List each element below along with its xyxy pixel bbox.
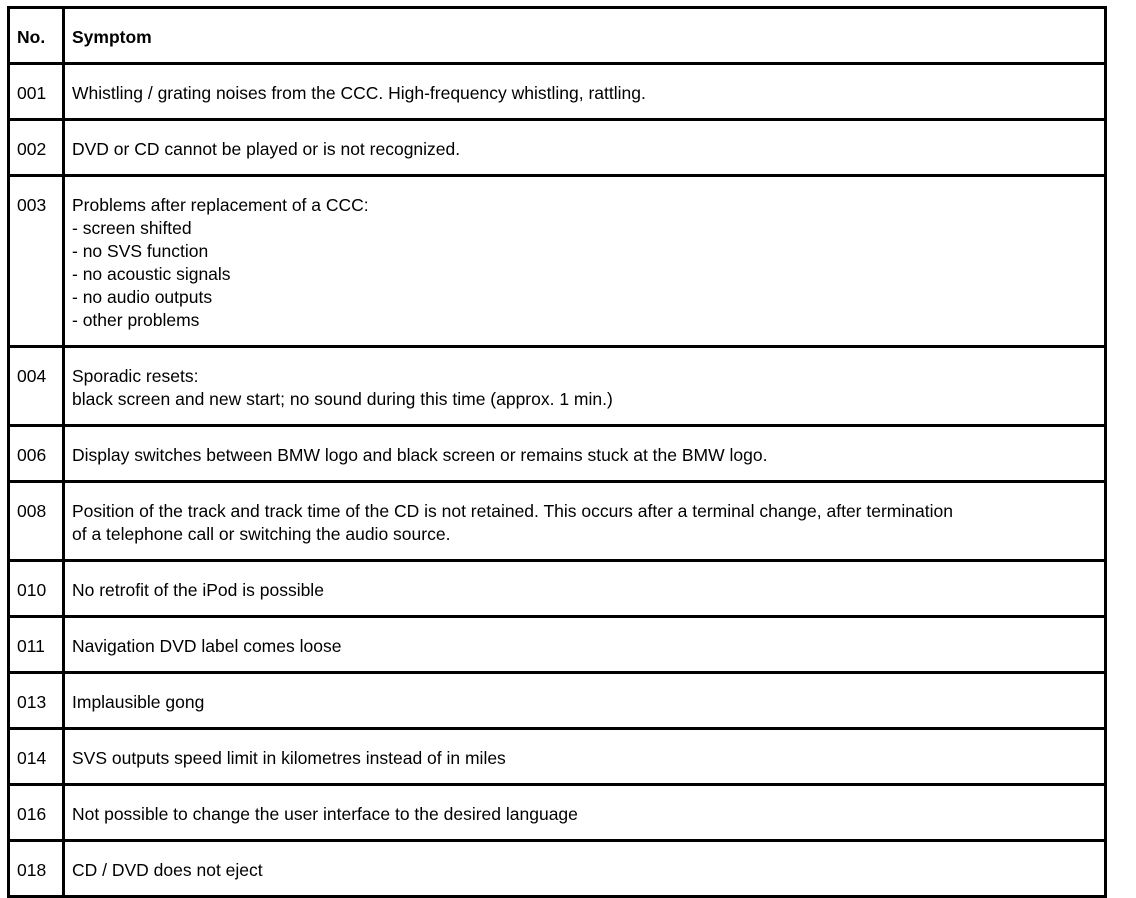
row-number: 010 (9, 561, 64, 617)
symptom-line: - screen shifted (72, 218, 192, 238)
row-symptom (64, 561, 1106, 617)
symptom-line: of a telephone call or switching the audio source. (72, 524, 451, 544)
symptom-line: SVS outputs speed limit in kilometres instead of in miles (72, 748, 506, 768)
header-no: No. (9, 8, 64, 64)
header-symptom: Symptom (64, 8, 1106, 64)
table-row (9, 785, 1106, 841)
row-number: 003 (9, 176, 64, 347)
row-number: 016 (9, 785, 64, 841)
symptom-line: CD / DVD does not eject (72, 860, 263, 880)
row-number: 013 (9, 673, 64, 729)
row-symptom (64, 347, 1106, 426)
symptom-line: Navigation DVD label comes loose (72, 636, 342, 656)
row-symptom (64, 617, 1106, 673)
table-row (9, 120, 1106, 176)
row-symptom (64, 120, 1106, 176)
table-row (9, 729, 1106, 785)
row-number: 008 (9, 482, 64, 561)
row-number: 006 (9, 426, 64, 482)
row-symptom (64, 729, 1106, 785)
table-row (9, 482, 1106, 561)
symptom-line: black screen and new start; no sound during this time (approx. 1 min.) (72, 389, 613, 409)
row-number: 018 (9, 841, 64, 897)
symptom-line: - no SVS function (72, 241, 209, 261)
symptom-line: - other problems (72, 310, 200, 330)
row-symptom (64, 64, 1106, 120)
symptom-table (7, 6, 1107, 898)
table-row (9, 176, 1106, 347)
symptom-line: - no audio outputs (72, 287, 213, 307)
row-number: 014 (9, 729, 64, 785)
table-row (9, 561, 1106, 617)
symptom-line: No retrofit of the iPod is possible (72, 580, 324, 600)
row-number: 001 (9, 64, 64, 120)
table-row (9, 841, 1106, 897)
table-row (9, 64, 1106, 120)
symptom-line: Not possible to change the user interface to the desired language (72, 804, 578, 824)
symptom-line: Implausible gong (72, 692, 205, 712)
row-symptom (64, 176, 1106, 347)
row-symptom (64, 426, 1106, 482)
symptom-line: Problems after replacement of a CCC: (72, 195, 369, 215)
table-header-row (9, 8, 1106, 64)
symptom-line: Position of the track and track time of the CD is not retained. This occurs after a terminal change, after termination (72, 501, 953, 521)
symptom-line: Display switches between BMW logo and black screen or remains stuck at the BMW logo. (72, 445, 768, 465)
row-symptom (64, 785, 1106, 841)
symptom-line: DVD or CD cannot be played or is not recognized. (72, 139, 461, 159)
row-number: 011 (9, 617, 64, 673)
row-symptom (64, 841, 1106, 897)
table-row (9, 347, 1106, 426)
table-body (9, 64, 1106, 897)
row-symptom (64, 673, 1106, 729)
table-row (9, 617, 1106, 673)
table-row (9, 673, 1106, 729)
symptom-line: Whistling / grating noises from the CCC. High-frequency whistling, rattling. (72, 83, 646, 103)
row-number: 004 (9, 347, 64, 426)
table-row (9, 426, 1106, 482)
symptom-line: Sporadic resets: (72, 366, 199, 386)
symptom-line: - no acoustic signals (72, 264, 231, 284)
row-symptom (64, 482, 1106, 561)
row-number: 002 (9, 120, 64, 176)
